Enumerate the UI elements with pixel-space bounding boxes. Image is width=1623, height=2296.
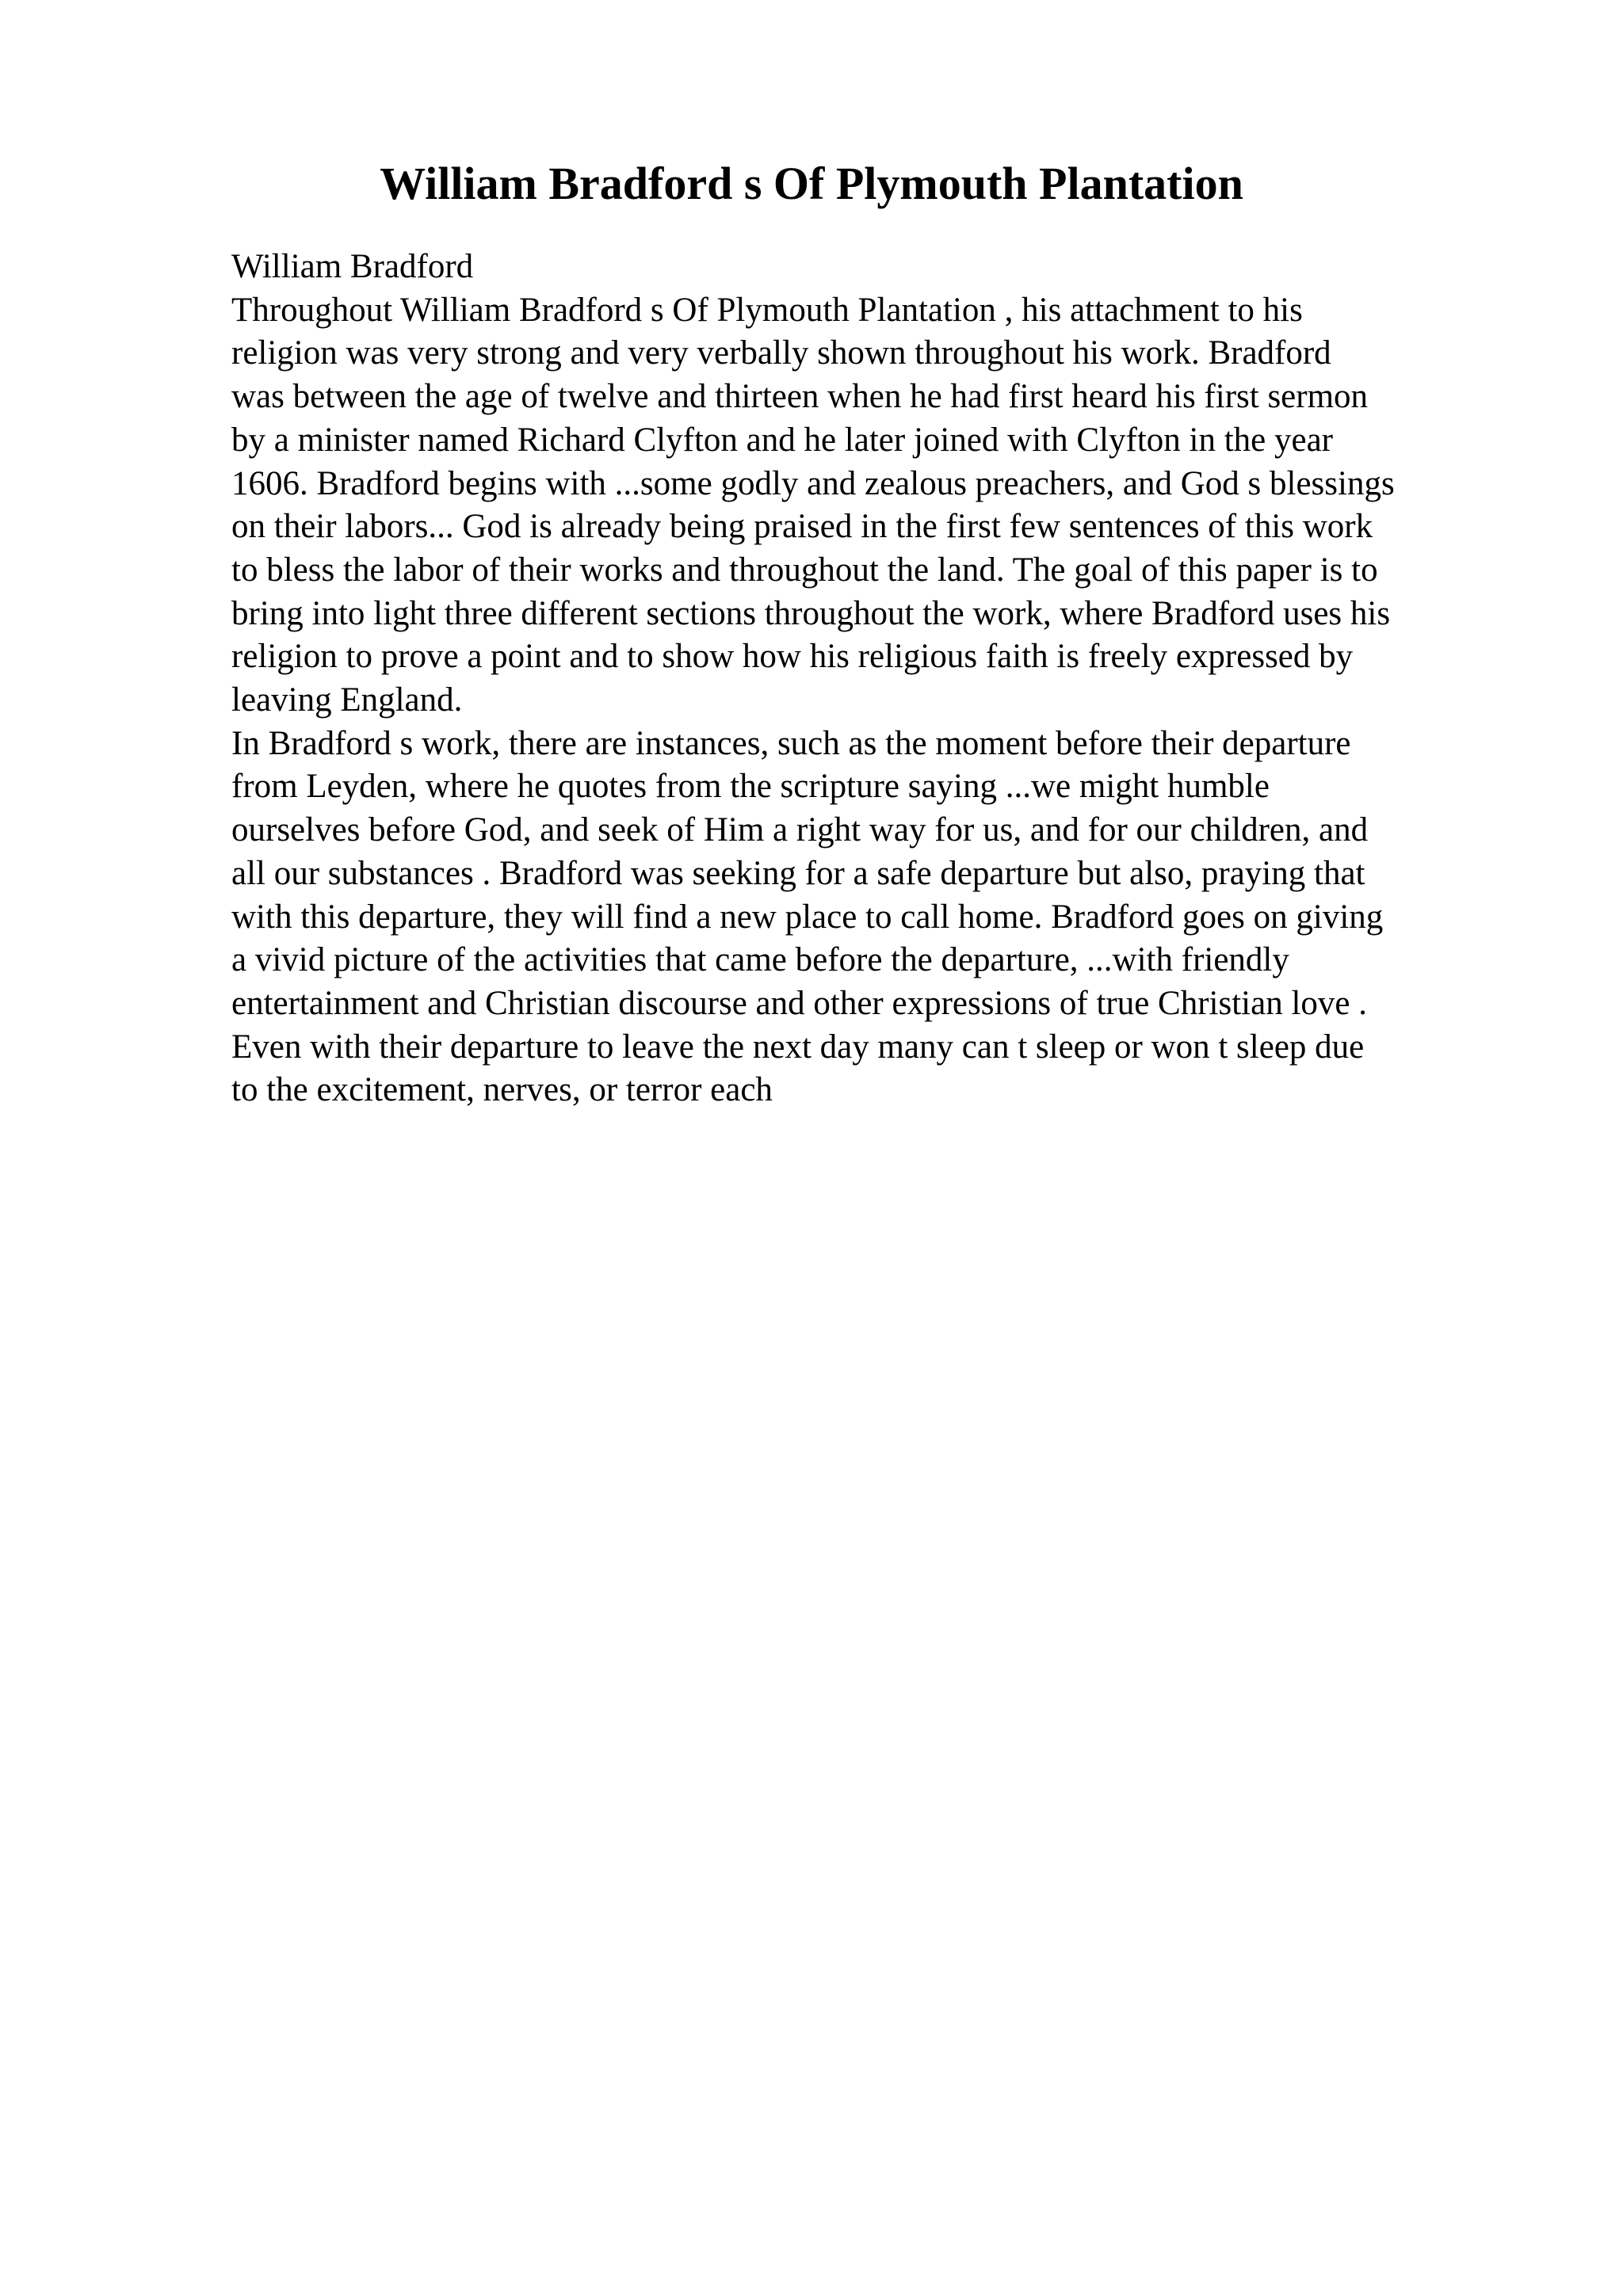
body-line: a vivid picture of the activities that came before the departure, ...with friendly [231,941,1289,979]
body-line: bring into light three different sections throughout the work, where Bradford uses his [231,594,1391,632]
body-line: Throughout William Bradford s Of Plymouth Plantation , his attachment to his [231,291,1303,329]
body-line: from Leyden, where he quotes from the scripture saying ...we might humble [231,768,1270,806]
body-line: by a minister named Richard Clyfton and he later joined with Clyfton in the year [231,421,1333,459]
body-line: to bless the labor of their works and throughout the land. The goal of this paper is to [231,551,1378,589]
document-body [231,246,1515,1112]
body-line: In Bradford s work, there are instances, such as the moment before their departure [231,724,1351,762]
document-title: William Bradford s Of Plymouth Plantation [380,158,1243,209]
body-line: religion was very strong and very verbally shown throughout his work. Bradford [231,334,1331,372]
body-line: entertainment and Christian discourse and other expressions of true Christian love . [231,984,1367,1022]
author-line: William Bradford [231,248,474,285]
body-line: on their labors... God is already being praised in the first few sentences of this work [231,508,1373,546]
body-line: Even with their departure to leave the next day many can t sleep or won t sleep due [231,1028,1365,1066]
body-line: was between the age of twelve and thirteen when he had first heard his first sermon [231,378,1369,416]
body-line: ourselves before God, and seek of Him a right way for us, and for our children, and [231,811,1369,849]
body-line: with this departure, they will find a new place to call home. Bradford goes on giving [231,898,1384,936]
body-line: to the excitement, nerves, or terror each [231,1071,773,1109]
body-line: leaving England. [231,681,463,719]
body-line: all our substances . Bradford was seeking for a safe departure but also, praying that [231,854,1365,892]
body-line: 1606. Bradford begins with ...some godly and zealous preachers, and God s blessings [231,464,1395,502]
body-line: religion to prove a point and to show how his religious faith is freely expressed by [231,638,1354,676]
